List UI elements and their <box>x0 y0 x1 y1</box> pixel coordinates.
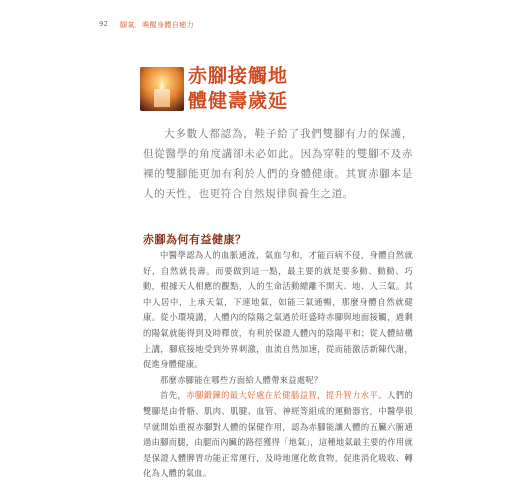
candle-shape <box>154 89 170 107</box>
section-heading: 赤腳為何有益健康？ <box>143 233 247 246</box>
chapter-title-line-2: 體健壽歲延 <box>188 90 289 112</box>
paragraph-3-lead: 首先， <box>160 390 187 401</box>
running-head: 腳氣．喚醒身體自癒力 <box>120 21 194 29</box>
chapter-title-line-1: 赤腳接觸地 <box>188 65 289 87</box>
chapter-title <box>188 64 288 114</box>
highlighted-phrase: 赤腳鍛鍊的最大好處在於健腦益智，提升智力水平 <box>186 390 379 401</box>
candle-photo-icon <box>140 67 184 111</box>
body-paragraph-3 <box>143 388 413 482</box>
body-paragraph-1: 中醫學認為人的血脈通流，氣血勻和，才能百病不侵，身體自然就好，自然就長壽。而要做到這一點，最主要的就是要多動、動動、巧動，根據天人相應的觀點，人的生命活動總離不開天、地、人三氣。其中人居中，上承天氣，下連地氣，如能三氣通暢，那麼身體自然就健康。從小環境講，人體內的陰陽之氣過於旺盛時赤腳與地面接觸，過剩的陽氣就能得到及時釋放，有利於保證人體內的陰陽平和；從人體結構上講，腳底接地受到外界刺激，血流自然加速，從而能激活新陳代謝，促進身體健康。 <box>143 250 413 370</box>
paragraph-3-rest: 。人們的雙腳是由骨骼、肌肉、肌腱、血管、神經等組成的運動器官，中醫學很早就開始重視赤腳對人體的保健作用，認為赤腳能讓人體的五臟六腑通過由腳而腿，由腿而內臟的路徑獲得「地氣」，這種地氣最主要的作用就是保證人體脾胃功能正常運行，及時地運化飲食物，促進消化吸收、轉化為人體的氣血。 <box>143 390 413 479</box>
page-number: 92 <box>99 20 108 28</box>
body-paragraph-2: 那麼赤腳能在哪些方面給人體帶來益處呢？ <box>160 374 323 385</box>
section-body <box>143 248 413 482</box>
intro-paragraph: 大多數人都認為，鞋子給了我們雙腳有力的保護，但從醫學的角度講卻未必如此。因為穿鞋的雙腳不及赤裸的雙腳能更加有利於人們的身體健康。其實赤腳本是人的天性，也更符合自然規律與養生之道。 <box>143 128 413 200</box>
